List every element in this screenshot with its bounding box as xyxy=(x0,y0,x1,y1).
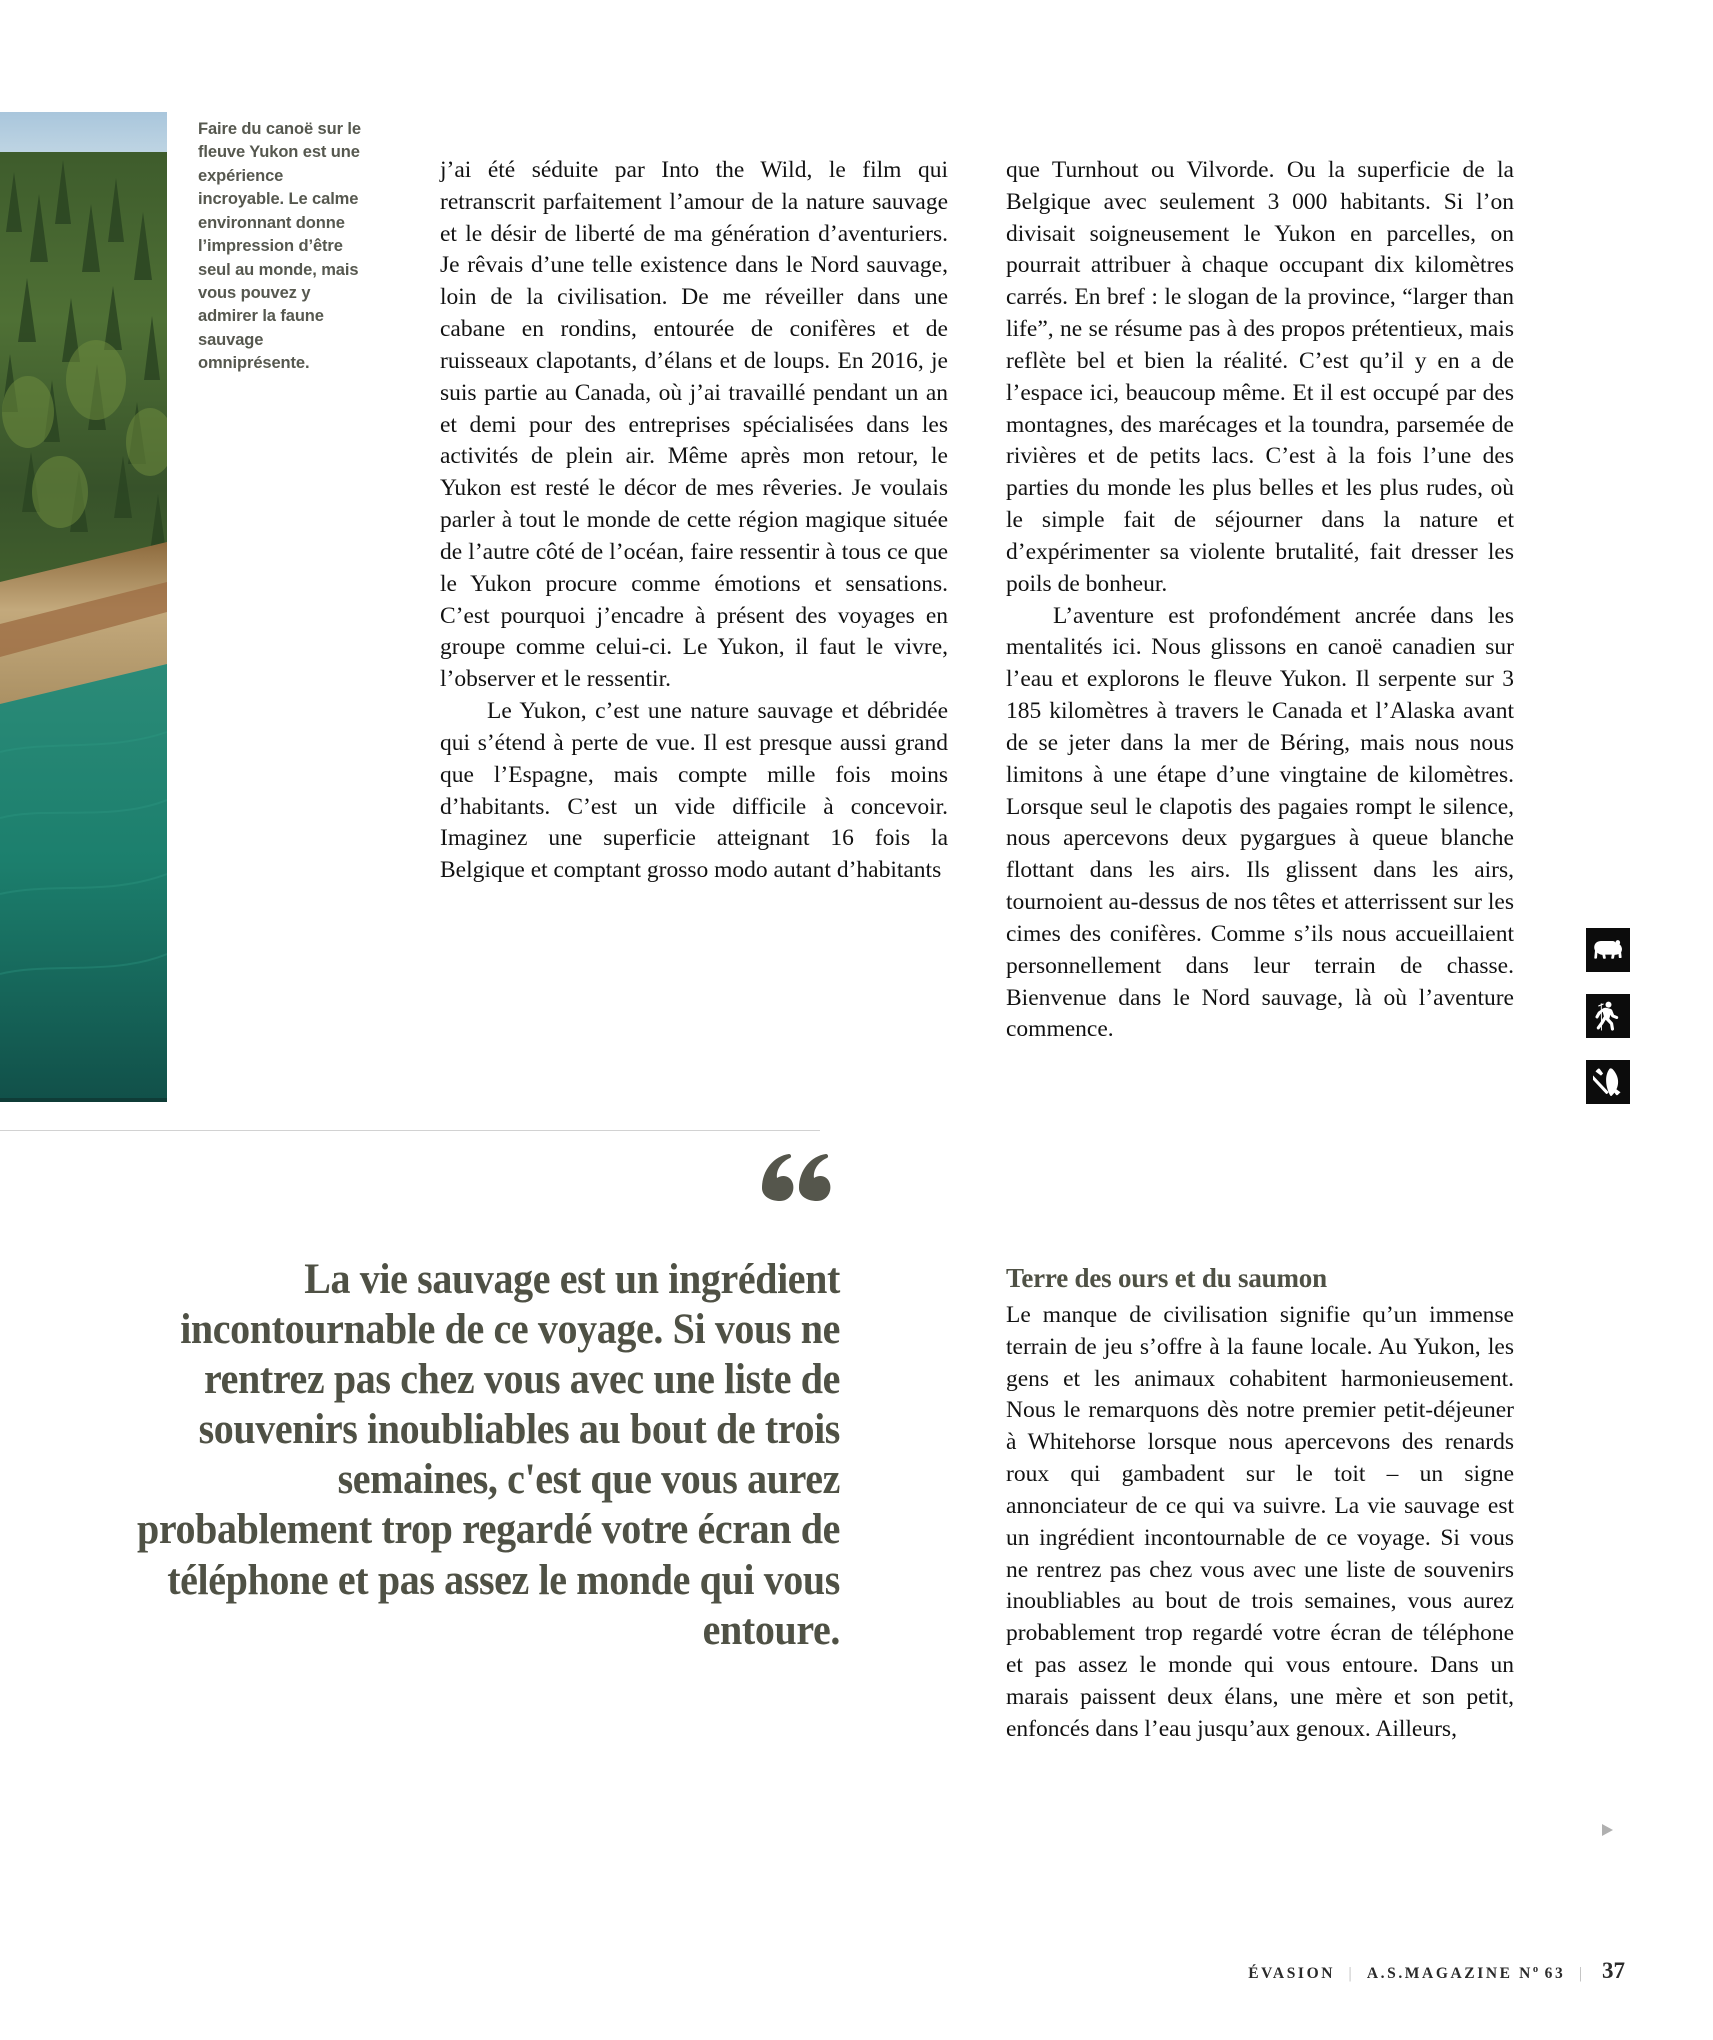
paragraph: L’aventure est profondément ancrée dans les mentalités ici. Nous glissons en canoë canadien sur l’eau et explorons le fleuve Yukon. Il serpente sur 3 185 kilomètres à travers le Canada et l’Alaska avant de se jeter dans la mer de Béring, mais nous nous limitons à une étape d’une vingtaine de kilomètres. Lorsque seul le clapotis des pagaies rompt le silence, nous apercevons deux pygargues à queue blanche flottant dans les airs. Ils glissent dans les airs, tournoient au-dessus de nos têtes et atterrissent sur les cimes des conifères. Comme s’ils nous accueillaient personnellement dans leur terrain de chasse. Bienvenue dans le Nord sauvage, là où l’aventure commence. xyxy=(1006,602,1514,1043)
pull-quote: La vie sauvage est un ingrédient incontournable de ce voyage. Si vous ne rentrez pas chez vous avec une liste de souvenirs inoubliables au bout de trois semaines, c'est que vous aurez probablement trop regardé votre écran de téléphone et pas assez le monde qui vous entoure. xyxy=(137,1256,841,1654)
footer-section: ÉVASION xyxy=(1248,1965,1336,1982)
body-column-right xyxy=(1006,155,1514,1046)
footer-magazine xyxy=(1367,1965,1565,1982)
paragraph: que Turnhout ou Vilvorde. Ou la superficie de la Belgique avec seulement 3 000 habitants. Si l’on divisait soigneusement le Yukon en parcelles, on pourrait attribuer à chaque occupant dix kilomètres carrés. En bref : le slogan de la province, “larger than life”, ne se résume pas à des propos prétentieux, mais reflète bel et bien la réalité. C’est qu’il y en a de l’espace ici, beaucoup même. Et il est occupé par des montagnes, des marécages et la toundra, parsemée de rivières et de petits lacs. C’est à la fois l’une des parties du monde les plus belles et les plus rudes, où le simple fait de séjourner dans la nature et d’expérimenter sa violente brutalité, fait dresser les poils de bonheur. xyxy=(1006,157,1514,597)
footer-issue-prefix: N xyxy=(1519,1965,1533,1982)
hiker-icon[interactable] xyxy=(1586,994,1630,1038)
section-subheading: Terre des ours et du saumon xyxy=(1006,1263,1327,1293)
paragraph: Le Yukon, c’est une nature sauvage et débridée qui s’étend à perte de vue. Il est presque aussi grand que l’Espagne, mais compte mille fois moins d’habitants. C’est un vide difficile à concevoir. Imaginez une superficie atteignant 16 fois la Belgique et comptant grosso modo autant d’habitants xyxy=(440,698,948,884)
paragraph: Le manque de civilisation signifie qu’un immense terrain de jeu s’offre à la faune locale. Au Yukon, les gens et les animaux cohabitent harmonieusement. Nous le remarquons dès notre premier petit-déjeuner à Whitehorse lorsque nous apercevons des renards roux qui gambadent sur le toit – un signe annonciateur de ce qui va suivre. La vie sauvage est un ingrédient incontournable de ce voyage. Si vous ne rentrez pas chez vous avec une liste de souvenirs inoubliables au bout de trois semaines, vous aurez probablement trop regardé votre écran de téléphone et pas assez le monde qui vous entoure. Dans un marais paissent deux élans, une mère et son petit, enfoncés dans l’eau jusqu’aux genoux. Ailleurs, xyxy=(1006,1302,1514,1742)
article-photo xyxy=(0,112,167,1102)
canoe-paddle-icon[interactable] xyxy=(1586,1060,1630,1104)
body-column-left xyxy=(440,155,948,887)
photo-caption: Faire du canoë sur le fleuve Yukon est une expérience incroyable. Le calme environnant donne l’impression d’être seul au monde, mais vous pouvez y admirer la faune sauvage omniprésente. xyxy=(198,120,361,373)
footer-issue-number: 63 xyxy=(1544,1965,1566,1982)
paragraph: j’ai été séduite par Into the Wild, le film qui retranscrit parfaitement l’amour de la nature sauvage et le désir de liberté de ma génération d’aventuriers. Je rêvais d’une telle existence dans le Nord sauvage, loin de la civilisation. De me réveiller dans une cabane en rondins, entourée de conifères et de ruisseaux clapotants, d’élans et de loups. En 2016, je suis partie au Canada, où j’ai travaillé pendant un an et demi pour des entreprises spécialisées dans les activités de plein air. Même après mon retour, le Yukon est resté le décor de mes rêveries. Je voulais parler à tout le monde de cette région magique située de l’autre côté de l’océan, faire ressentir à tous ce que le Yukon procure comme émotions et sensations. C’est pourquoi j’encadre à présent des voyages en groupe comme celui-ci. Le Yukon, il faut le vivre, l’observer et le ressentir. xyxy=(440,157,948,693)
next-page-arrow[interactable] xyxy=(1599,1822,1615,1838)
footer-issue-sup: o xyxy=(1532,1963,1539,1975)
body-column-right-lower xyxy=(1006,1300,1514,1746)
footer-separator-2: | xyxy=(1578,1965,1585,1982)
bear-icon[interactable] xyxy=(1586,928,1630,972)
footer-separator-1: | xyxy=(1348,1965,1355,1982)
page-number: 37 xyxy=(1602,1958,1625,1983)
footer-magazine-name: A.S.MAGAZINE xyxy=(1366,1965,1513,1982)
open-double-quote-icon xyxy=(756,1144,836,1234)
section-divider xyxy=(0,1130,820,1131)
photo-graphic xyxy=(0,112,167,1102)
page-footer xyxy=(0,1958,1713,1984)
activity-icon-strip xyxy=(1586,928,1630,1104)
